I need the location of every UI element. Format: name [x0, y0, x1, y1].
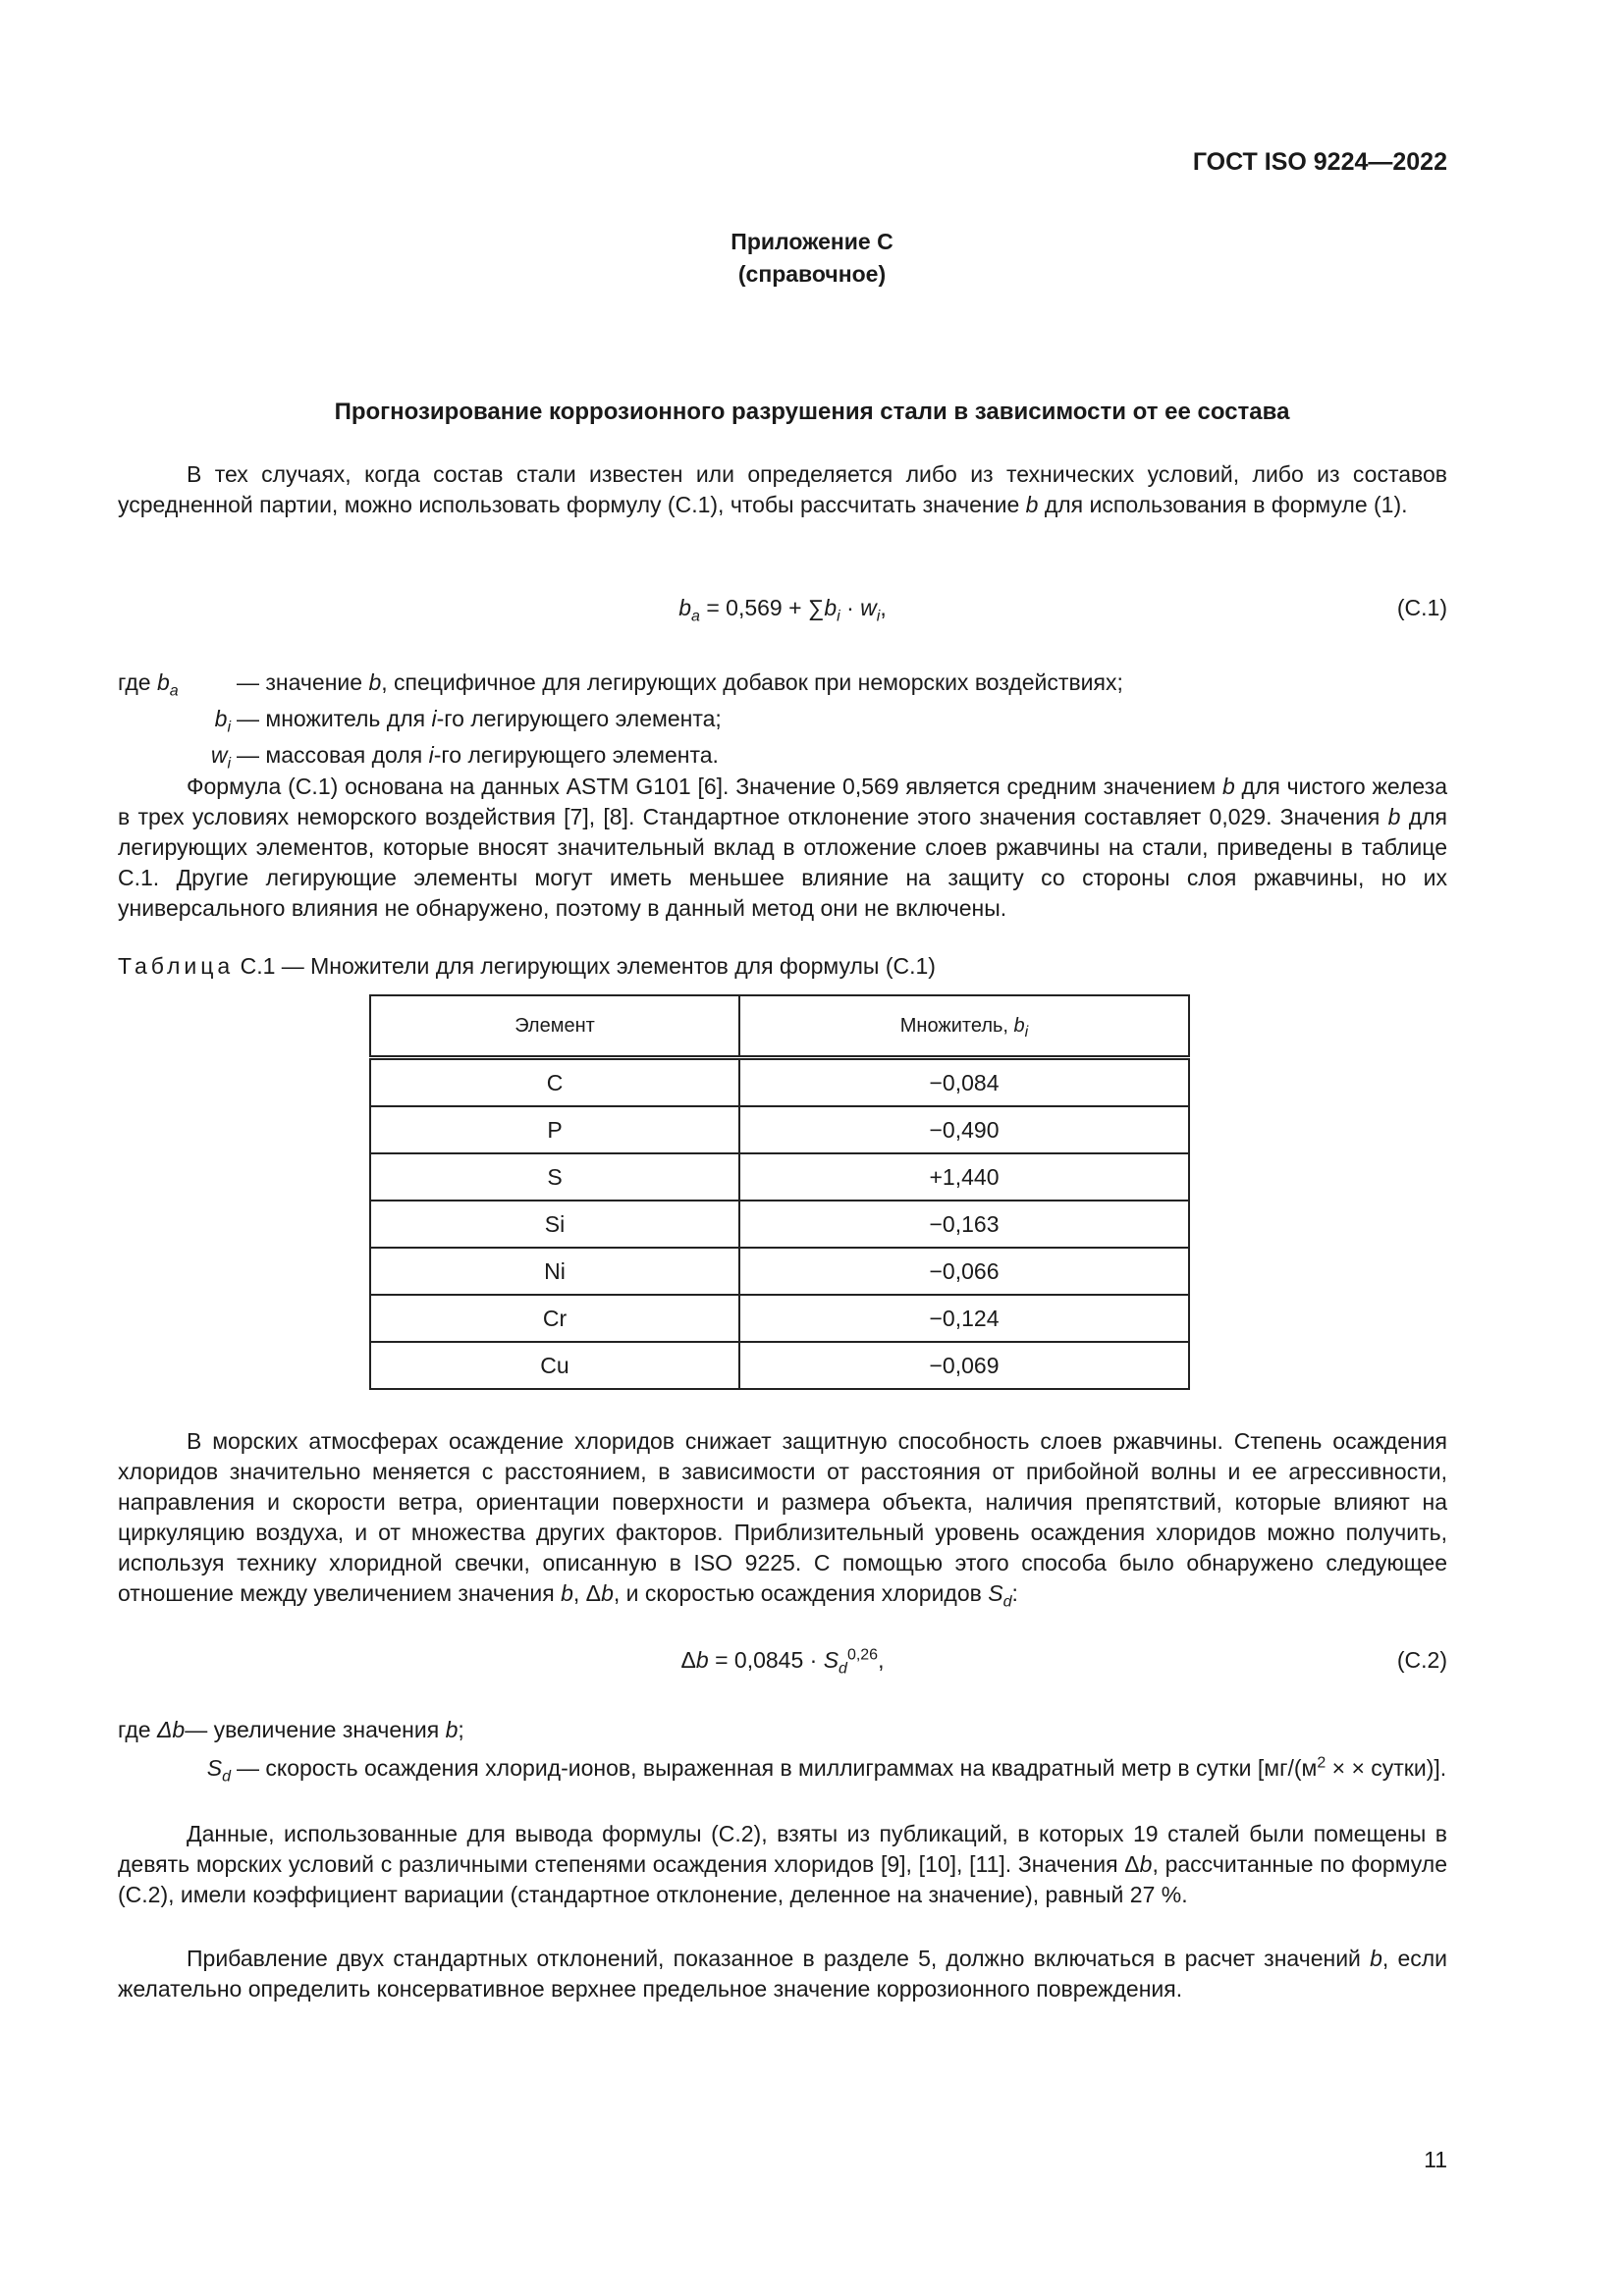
formula-c1-expression: $b_a = 0,569 + \sum b_i \cdot w_i$,: [678, 595, 887, 625]
page-number: 11: [1424, 2147, 1447, 2172]
formula-c2-number: (С.2): [1396, 1647, 1447, 1673]
where-list-c2: [118, 1715, 1447, 1789]
document-code: ГОСТ ISO 9224—2022: [1192, 148, 1447, 176]
element-cell: Cu: [370, 1342, 739, 1389]
value-cell: −0,084: [739, 1058, 1189, 1107]
intro-paragraph: В тех случаях, когда состав стали известен или определяется либо из технических условий, либо из составов усредненной партии, можно использовать формулу (С.1), чтобы рассчитать значение b для использования в формуле (1).: [118, 461, 1447, 517]
formula-c1: [118, 593, 1447, 632]
where-item: где Δb — увеличение значения b;: [118, 1717, 464, 1742]
table-row: [370, 1201, 1189, 1248]
header-multiplier: Множитель, $b_i$: [739, 995, 1189, 1058]
element-cell: Si: [370, 1201, 739, 1248]
annex-header: [0, 226, 1624, 291]
where-list-c1: [118, 667, 1447, 776]
value-cell: −0,069: [739, 1342, 1189, 1389]
formula-c1-paragraph: Формула (С.1) основана на данных ASTM G101 [6]. Значение 0,569 является средним значением b для чистого железа в трех условиях неморского воздействия [7], [8]. Стандартное отклонение этого значения составляет 0,029. Значения b для легирующих элементов, которые вносят значительный вклад в отложение слоев ржавчины на стали, приведены в таблице С.1. Другие легирующие элементы могут иметь меньшее влияние на защиту со стороны слоя ржавчины, но их универсального влияния не обнаружено, поэтому в данный метод они не включены.: [118, 774, 1447, 921]
table-row: [370, 1295, 1189, 1342]
value-cell: −0,490: [739, 1106, 1189, 1153]
table-row: [370, 1248, 1189, 1295]
element-cell: Ni: [370, 1248, 739, 1295]
table-header-row: [370, 995, 1189, 1058]
data-paragraph: Данные, использованные для вывода формулы (С.2), взяты из публикаций, в которых 19 сталей были помещены в девять морских условий с различными степенями осаждения хлоридов [9], [10], [11]. Значения Δb, рассчитанные по формуле (С.2), имели коэффициент вариации (стандартное отклонение, деленное на значение), равный 27 %.: [118, 1821, 1447, 1907]
value-cell: −0,066: [739, 1248, 1189, 1295]
where-item: $w_i$ — массовая доля i-го легирующего элемента.: [210, 742, 719, 773]
table-caption: Таблица С.1 — Множители для легирующих элементов для формулы (С.1): [118, 953, 936, 979]
value-cell: −0,163: [739, 1201, 1189, 1248]
formula-c2-expression: $\Delta b = 0,0845 \cdot S_d^{0,26}$,: [680, 1646, 885, 1678]
coefficient-table: [369, 994, 1190, 1390]
annex-title: Приложение С: [731, 229, 893, 254]
value-cell: +1,440: [739, 1153, 1189, 1201]
header-element: Элемент: [370, 995, 739, 1058]
where-item: $S_d$ — скорость осаждения хлорид-ионов, выраженная в миллиграммах на квадратный метр в сутки [$мг/(м^2$ × × сутки)].: [206, 1754, 1447, 1786]
marine-paragraph: В морских атмосферах осаждение хлоридов снижает защитную способность слоев ржавчины. Степень осаждения хлоридов значительно меняется с расстоянием, в зависимости от расстояния от прибойной волны и ее агрессивности, направления и скорости ветра, ориентации поверхности и размера объекта, наличия препятствий, которые влияют на циркуляцию воздуха, и от множества других факторов. Приблизительный уровень осаждения хлоридов можно получить, используя технику хлоридной свечки, описанную в ISO 9225. С помощью этого способа было обнаружено следующее отношение между увеличением значения b, Δb, и скоростью осаждения хлоридов $S_d$:: [118, 1428, 1447, 1611]
formula-c1-number: (С.1): [1396, 595, 1447, 620]
element-cell: S: [370, 1153, 739, 1201]
element-cell: P: [370, 1106, 739, 1153]
table-row: [370, 1058, 1189, 1107]
table-row: [370, 1106, 1189, 1153]
formula-c2: [118, 1645, 1447, 1684]
value-cell: −0,124: [739, 1295, 1189, 1342]
annex-status: (справочное): [737, 261, 887, 287]
where-item: где $b_a$ — значение b, специфичное для легирующих добавок при неморских воздействиях;: [118, 669, 1123, 700]
table-row: [370, 1153, 1189, 1201]
where-item: $b_i$ — множитель для i-го легирующего элемента;: [214, 706, 722, 736]
section-heading: Прогнозирование коррозионного разрушения стали в зависимости от ее состава: [334, 399, 1290, 425]
final-paragraph: Прибавление двух стандартных отклонений, показанное в разделе 5, должно включаться в расчет значений b, если желательно определить консервативное верхнее предельное значение коррозионного повреждения.: [118, 1946, 1448, 2002]
element-cell: C: [370, 1058, 739, 1107]
element-cell: Cr: [370, 1295, 739, 1342]
table-row: [370, 1342, 1189, 1389]
